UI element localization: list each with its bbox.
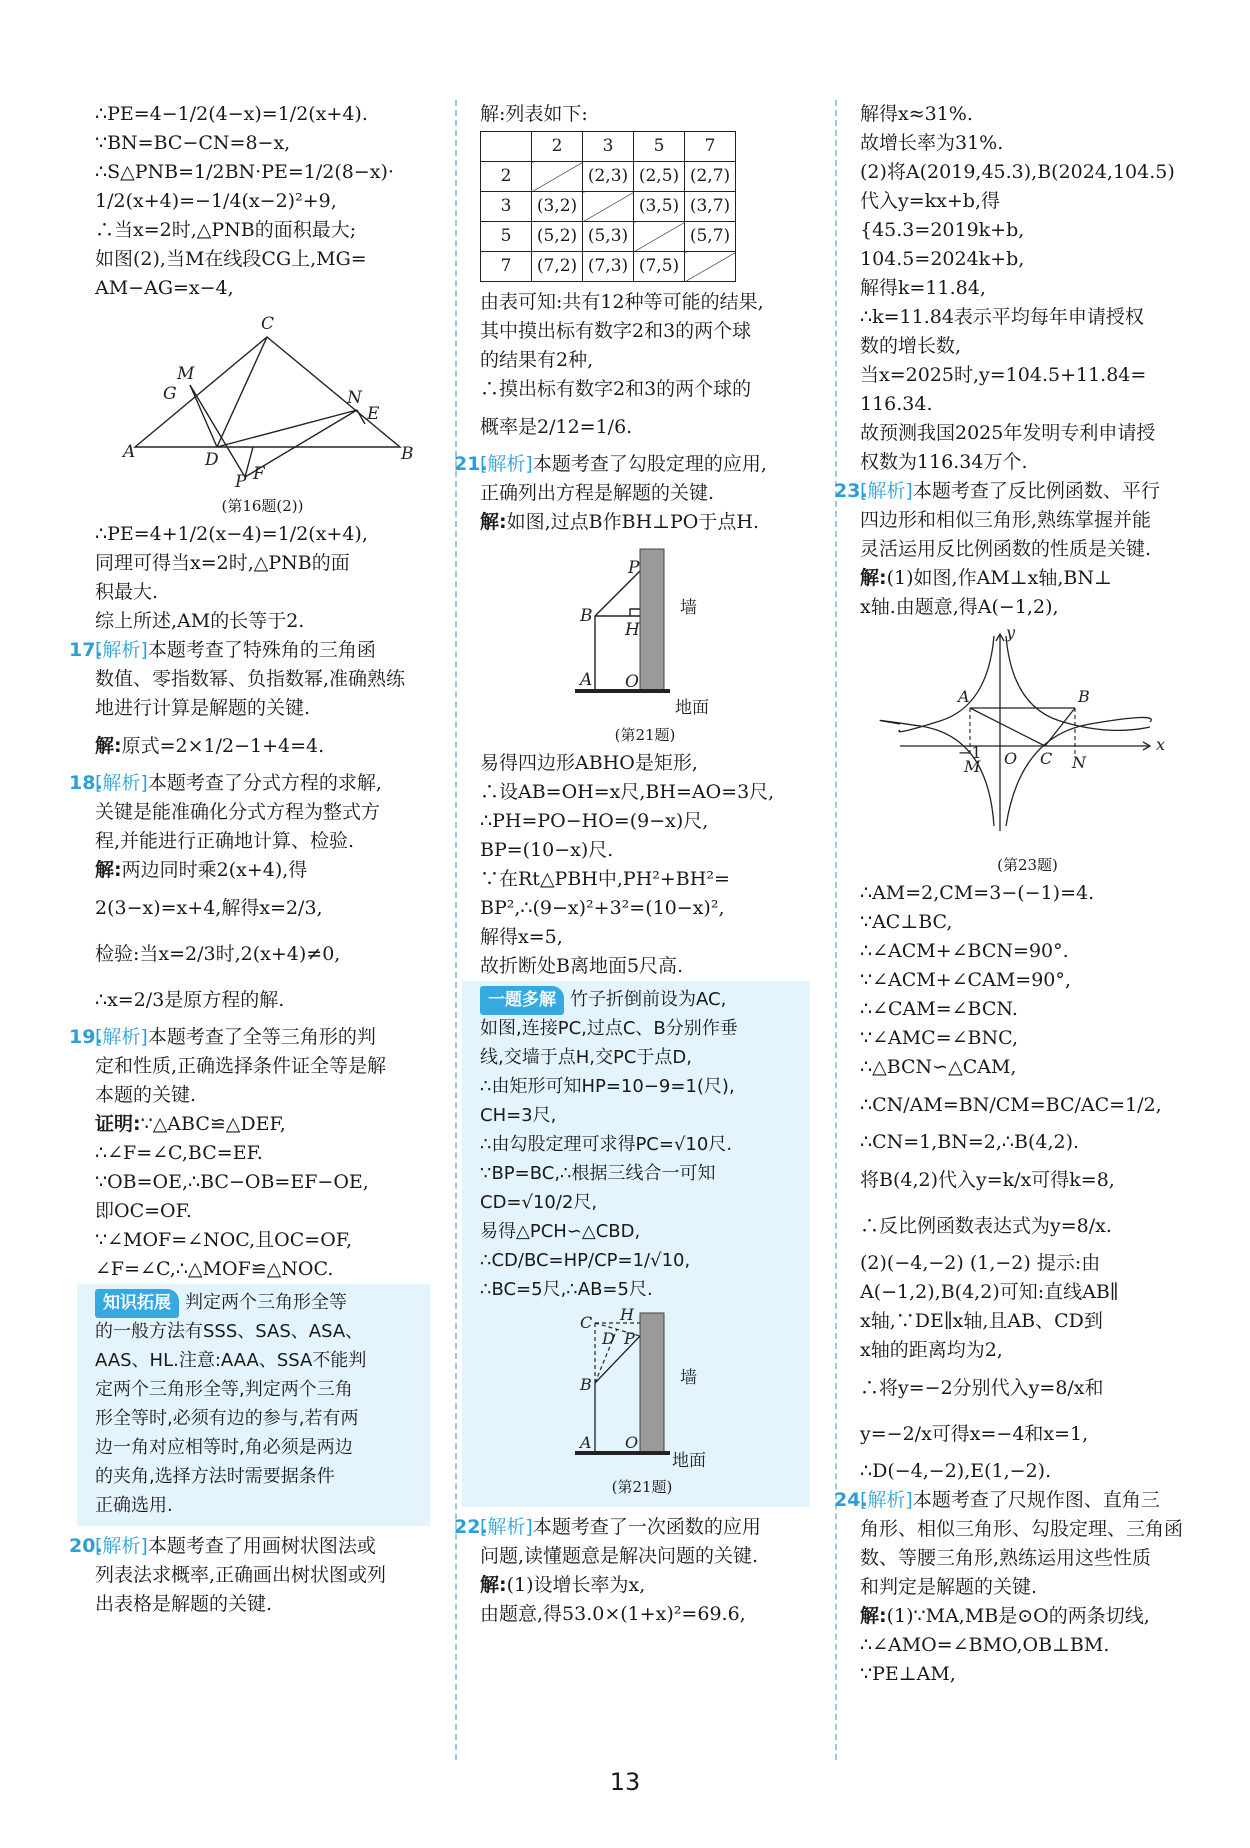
- text-span: 本题考查了勾股定理的应用,: [532, 453, 767, 475]
- question-number: 22.: [454, 1516, 488, 1538]
- text-line: ∵AC⊥BC,: [860, 911, 953, 933]
- question-number: 21.: [454, 453, 488, 475]
- text-line: 概率是2/12=1/6.: [480, 416, 633, 438]
- text-line: [480, 985, 804, 1014]
- text-line: 综上所述,AM的长等于2.: [95, 610, 305, 632]
- table-cell: (2,5): [634, 162, 685, 192]
- label-P: P: [628, 558, 640, 578]
- question-17-intro: [69, 636, 430, 665]
- text-line: ∴S△PNB=1/2BN·PE=1/2(8−x)·: [95, 161, 394, 183]
- text-line: 故增长率为31%.: [860, 132, 1004, 154]
- table-cell-diagonal: [634, 222, 685, 252]
- extension-badge: 一题多解: [480, 986, 564, 1015]
- text-span: (1)设增长率为x,: [506, 1574, 646, 1596]
- question-23-intro: [834, 477, 1195, 506]
- page-number: 13: [609, 1768, 641, 1796]
- bamboo-diagram-q21: [480, 541, 810, 716]
- label-D: D: [205, 450, 219, 470]
- geometry-diagram-q16: [95, 307, 430, 492]
- question-24-intro: [834, 1486, 1195, 1515]
- text-line: 由题意,得53.0×(1+x)²=69.6,: [480, 1603, 746, 1625]
- text-line: ∴x=2/3是原方程的解.: [95, 989, 285, 1011]
- text-line: ∠F=∠C,∴△MOF≌△NOC.: [95, 1258, 334, 1280]
- label-ground: 地面: [672, 1451, 706, 1471]
- table-cell: 7: [481, 252, 532, 282]
- text-line: 列表法求概率,正确画出树状图或列: [95, 1564, 387, 1586]
- text-line: 解得x≈31%.: [860, 103, 973, 125]
- analysis-tag: [解析]: [480, 1516, 533, 1538]
- table-cell: (5,3): [583, 222, 634, 252]
- text-line: BP²,∴(9−x)²+3²=(10−x)²,: [480, 897, 725, 919]
- label-B: B: [580, 1375, 592, 1394]
- label-x: x: [1156, 735, 1166, 754]
- text-line: 出表格是解题的关键.: [95, 1593, 273, 1615]
- label-A: A: [123, 442, 136, 462]
- text-line: 2(3−x)=x+4,解得x=2/3,: [95, 897, 323, 919]
- label-B: B: [401, 444, 414, 464]
- text-line: 线,交墙于点H,交PC于点D,: [480, 1047, 692, 1068]
- figure-q23: [860, 623, 1195, 875]
- text-span: (1)∵MA,MB是⊙O的两条切线,: [886, 1605, 1150, 1627]
- analysis-tag: [解析]: [860, 480, 913, 502]
- text-line: 定和性质,正确选择条件证全等是解: [95, 1055, 387, 1077]
- solution-line: [95, 1110, 430, 1139]
- solution-line: [95, 856, 430, 885]
- solution-label: 证明:: [95, 1113, 141, 1135]
- table-cell: (7,3): [583, 252, 634, 282]
- text-line: 即OC=OF.: [95, 1200, 192, 1222]
- column-3: [834, 100, 1195, 1689]
- label-G: G: [163, 384, 177, 404]
- label-O: O: [1004, 749, 1018, 768]
- label-B: B: [580, 606, 593, 626]
- question-number: 23.: [834, 480, 868, 502]
- text-line: ∴D(−4,−2),E(1,−2).: [860, 1460, 1052, 1482]
- text-line: 的结果有2种,: [480, 349, 594, 371]
- question-18-intro: [69, 769, 430, 798]
- solution-label: 解:: [480, 1574, 507, 1596]
- text-line: 的一般方法有SSS、SAS、ASA、: [95, 1321, 364, 1342]
- table-cell: (3,7): [685, 192, 736, 222]
- figure-q21-alt: [480, 1305, 804, 1497]
- text-span: 本题考查了尺规作图、直角三: [912, 1489, 1160, 1511]
- text-line: 数、等腰三角形,熟练运用这些性质: [860, 1547, 1152, 1569]
- text-line: ∴PH=PO−HO=(9−x)尺,: [480, 810, 709, 832]
- text-line: 易得四边形ABHO是矩形,: [480, 752, 698, 774]
- figure-caption: (第23题): [997, 856, 1058, 874]
- table-cell: (5,7): [685, 222, 736, 252]
- text-line: 程,并能进行正确地计算、检验.: [95, 830, 355, 852]
- figure-q16: [95, 307, 430, 516]
- label-y: y: [1006, 623, 1016, 642]
- text-line: 故预测我国2025年发明专利申请授: [860, 422, 1156, 444]
- table-cell-diagonal: [685, 252, 736, 282]
- table-cell: 7: [685, 132, 736, 162]
- text-span: 本题考查了一次函数的应用: [532, 1516, 761, 1538]
- text-line: 解:列表如下:: [480, 103, 588, 125]
- text-line: 解得x=5,: [480, 926, 563, 948]
- text-line: ∴设AB=OH=x尺,BH=AO=3尺,: [480, 781, 775, 803]
- table-cell: 2: [481, 162, 532, 192]
- text-line: 104.5=2024k+b,: [860, 248, 1025, 270]
- label-N: N: [347, 388, 362, 408]
- text-line: 形全等时,必须有边的参与,若有两: [95, 1408, 359, 1429]
- table-cell: (3,2): [532, 192, 583, 222]
- question-20-intro: [69, 1532, 430, 1561]
- text-line: 地进行计算是解题的关键.: [95, 697, 311, 719]
- table-cell: 5: [481, 222, 532, 252]
- text-line: x轴,∵DE∥x轴,且AB、CD到: [860, 1310, 1103, 1332]
- text-line: ∴反比例函数表达式为y=8/x.: [860, 1215, 1112, 1237]
- text-line: ∵∠MOF=∠NOC,且OC=OF,: [95, 1229, 353, 1251]
- column-1: [69, 100, 430, 1619]
- text-line: AM−AG=x−4,: [95, 277, 234, 299]
- table-row: [481, 162, 736, 192]
- question-number: 19.: [69, 1026, 103, 1048]
- text-line: ∴由矩形可知HP=10−9=1(尺),: [480, 1076, 735, 1097]
- label-N: N: [1072, 753, 1086, 772]
- text-span: ∵△ABC≌△DEF,: [140, 1113, 286, 1135]
- text-span: 本题考查了反比例函数、平行: [912, 480, 1160, 502]
- text-line: ∴△BCN∽△CAM,: [860, 1056, 1017, 1078]
- text-line: 数的增长数,: [860, 335, 962, 357]
- text-line: ∴CD/BC=HP/CP=1/√10,: [480, 1250, 691, 1271]
- solution-line: [860, 1602, 1195, 1631]
- text-line: 故折断处B离地面5尺高.: [480, 955, 684, 977]
- text-line: ∵BP=BC,∴根据三线合一可知: [480, 1163, 716, 1184]
- text-line: ∴∠F=∠C,BC=EF.: [95, 1142, 263, 1164]
- text-line: ∵OB=OE,∴BC−OB=EF−OE,: [95, 1171, 369, 1193]
- text-line: ∴将y=−2分别代入y=8/x和: [860, 1377, 1104, 1399]
- label-M: M: [177, 364, 195, 384]
- label-H: H: [620, 1305, 634, 1324]
- label-wall: 墙: [680, 598, 697, 618]
- label-P: P: [235, 472, 247, 492]
- text-line: 当x=2025时,y=104.5+11.84=: [860, 364, 1147, 386]
- table-row: [481, 192, 736, 222]
- text-line: ∴摸出标有数字2和3的两个球的: [480, 378, 752, 400]
- label-C: C: [261, 314, 275, 334]
- table-cell: 2: [532, 132, 583, 162]
- text-line: (2)(−4,−2) (1,−2) 提示:由: [860, 1252, 1101, 1274]
- question-21-intro: [454, 450, 810, 479]
- text-line: 检验:当x=2/3时,2(x+4)≠0,: [95, 943, 341, 965]
- question-number: 17.: [69, 639, 103, 661]
- table-cell-diagonal: [532, 162, 583, 192]
- text-line: A(−1,2),B(4,2)可知:直线AB∥: [860, 1281, 1119, 1303]
- question-22-intro: [454, 1513, 810, 1542]
- solution-line: [480, 1571, 810, 1600]
- text-line: 代入y=kx+b,得: [860, 190, 1001, 212]
- table-cell: 3: [583, 132, 634, 162]
- text-line: ∵∠ACM+∠CAM=90°,: [860, 969, 1071, 991]
- text-line: 的夹角,选择方法时需要据条件: [95, 1466, 335, 1487]
- label-F: F: [253, 464, 265, 484]
- text-line: ∴∠ACM+∠BCN=90°.: [860, 940, 1069, 962]
- label-wall: 墙: [680, 1368, 697, 1388]
- label-minus-one: −1: [958, 743, 982, 762]
- figure-caption: (第21题): [611, 1478, 673, 1496]
- table-cell: (2,3): [583, 162, 634, 192]
- text-line: 同理可得当x=2时,△PNB的面: [95, 552, 350, 574]
- analysis-tag: [解析]: [480, 453, 533, 475]
- text-line: ∵在Rt△PBH中,PH²+BH²=: [480, 868, 730, 890]
- analysis-tag: [解析]: [95, 1535, 148, 1557]
- question-number: 20.: [69, 1535, 103, 1557]
- table-cell: (3,5): [634, 192, 685, 222]
- text-line: (2)将A(2019,45.3),B(2024,104.5): [860, 161, 1175, 183]
- text-span: 两边同时乘2(x+4),得: [121, 859, 308, 881]
- solution-line: [95, 723, 430, 769]
- label-ground: 地面: [675, 698, 709, 718]
- multiple-solution-box: [462, 981, 810, 1507]
- text-line: 正确选用.: [95, 1495, 173, 1516]
- extension-badge: 知识拓展: [95, 1289, 179, 1318]
- text-span: 原式=2×1/2−1+4=4.: [121, 735, 325, 757]
- text-line: 1/2(x+4)=−1/4(x−2)²+9,: [95, 190, 337, 212]
- figure-caption: (第21题): [614, 726, 676, 744]
- solution-label: 解:: [480, 511, 507, 533]
- text-line: ∴CN/AM=BN/CM=BC/AC=1/2,: [860, 1094, 1162, 1116]
- solution-label: 解:: [95, 735, 122, 757]
- text-line: [95, 1288, 424, 1317]
- label-C: C: [580, 1313, 593, 1332]
- text-line: 本题的关键.: [95, 1084, 197, 1106]
- label-H: H: [625, 620, 640, 640]
- text-line: ∴由勾股定理可求得PC=√10尺.: [480, 1134, 733, 1155]
- text-line: BP=(10−x)尺.: [480, 839, 614, 861]
- figure-caption: (第16题(2)): [221, 497, 304, 515]
- text-line: ∴CN=1,BN=2,∴B(4,2).: [860, 1131, 1080, 1153]
- bamboo-diagram-alt: [480, 1305, 790, 1471]
- solution-label: 解:: [860, 1605, 887, 1627]
- text-span: 本题考查了用画树状图法或: [147, 1535, 376, 1557]
- text-line: 和判定是解题的关键.: [860, 1576, 1038, 1598]
- text-line: {45.3=2019k+b,: [860, 219, 1025, 241]
- text-span: 竹子折倒前设为AC,: [570, 989, 727, 1010]
- text-line: 积最大.: [95, 581, 159, 603]
- label-B: B: [1078, 687, 1090, 706]
- solution-label: 解:: [860, 567, 887, 589]
- probability-table: [480, 131, 736, 282]
- analysis-tag: [解析]: [860, 1489, 913, 1511]
- text-line: 116.34.: [860, 393, 933, 415]
- text-line: 易得△PCH∽△CBD,: [480, 1221, 641, 1242]
- label-A: A: [958, 687, 970, 706]
- text-line: ∴AM=2,CM=3−(−1)=4.: [860, 882, 1095, 904]
- text-line: 其中摸出标有数字2和3的两个球: [480, 320, 752, 342]
- text-line: 四边形和相似三角形,熟练掌握并能: [860, 509, 1152, 531]
- text-line: 灵活运用反比例函数的性质是关键.: [860, 538, 1152, 560]
- label-O: O: [625, 672, 639, 692]
- text-span: 本题考查了全等三角形的判: [147, 1026, 376, 1048]
- analysis-tag: [解析]: [95, 1026, 148, 1048]
- table-cell: (7,2): [532, 252, 583, 282]
- text-line: ∴∠AMO=∠BMO,OB⊥BM.: [860, 1634, 1110, 1656]
- solution-line: [860, 564, 1195, 593]
- label-A: A: [580, 670, 593, 690]
- text-line: ∵BN=BC−CN=8−x,: [95, 132, 291, 154]
- text-line: 正确列出方程是解题的关键.: [480, 482, 715, 504]
- text-span: 本题考查了分式方程的求解,: [147, 772, 382, 794]
- label-O: O: [625, 1433, 639, 1452]
- text-line: 定两个三角形全等,判定两个三角: [95, 1379, 353, 1400]
- table-cell: (5,2): [532, 222, 583, 252]
- label-A: A: [580, 1433, 592, 1452]
- text-line: ∴BC=5尺,∴AB=5尺.: [480, 1279, 653, 1300]
- text-line: 问题,读懂题意是解决问题的关键.: [480, 1545, 759, 1567]
- analysis-tag: [解析]: [95, 639, 148, 661]
- knowledge-extension-box: [77, 1284, 430, 1526]
- table-row: [481, 252, 736, 282]
- text-line: ∴PE=4−1/2(4−x)=1/2(x+4).: [95, 103, 368, 125]
- question-number: 18.: [69, 772, 103, 794]
- table-cell-diagonal: [583, 192, 634, 222]
- text-line: ∴k=11.84表示平均每年申请授权: [860, 306, 1144, 328]
- table-cell: 5: [634, 132, 685, 162]
- text-span: 如图,过点B作BH⊥PO于点H.: [506, 511, 759, 533]
- solution-line: [480, 508, 810, 537]
- text-line: 权数为116.34万个.: [860, 451, 1028, 473]
- column-2: [454, 100, 810, 1629]
- text-line: 角形、相似三角形、勾股定理、三角函: [860, 1518, 1184, 1540]
- text-line: x轴的距离均为2,: [860, 1339, 1003, 1361]
- text-line: 由表可知:共有12种等可能的结果,: [480, 291, 764, 313]
- question-19-intro: [69, 1023, 430, 1052]
- label-E: E: [367, 404, 380, 424]
- text-line: CH=3尺,: [480, 1105, 557, 1126]
- text-line: ∵∠AMC=∠BNC,: [860, 1027, 1019, 1049]
- table-cell: [481, 132, 532, 162]
- text-line: 关键是能准确化分式方程为整式方: [95, 801, 381, 823]
- text-line: CD=√10/2尺,: [480, 1192, 598, 1213]
- text-line: 如图,连接PC,过点C、B分别作垂: [480, 1018, 738, 1039]
- question-number: 24.: [834, 1489, 868, 1511]
- text-line: 边一角对应相等时,角必须是两边: [95, 1437, 353, 1458]
- solution-label: 解:: [95, 859, 122, 881]
- text-line: x轴.由题意,得A(−1,2),: [860, 596, 1059, 618]
- label-D: D: [602, 1329, 615, 1348]
- text-line: y=−2/x可得x=−4和x=1,: [860, 1423, 1089, 1445]
- text-line: AAS、HL.注意:AAA、SSA不能判: [95, 1350, 367, 1371]
- text-line: 如图(2),当M在线段CG上,MG=: [95, 248, 367, 270]
- text-span: 本题考查了特殊角的三角函: [147, 639, 376, 661]
- label-M: M: [964, 757, 981, 776]
- analysis-tag: [解析]: [95, 772, 148, 794]
- text-span: 判定两个三角形全等: [185, 1292, 347, 1313]
- label-P: P: [624, 1329, 635, 1348]
- column-divider-1: [455, 100, 457, 1760]
- table-row: [481, 132, 736, 162]
- inverse-function-graph-q23: [860, 623, 1195, 846]
- table-cell: (2,7): [685, 162, 736, 192]
- text-line: ∴当x=2时,△PNB的面积最大;: [95, 219, 357, 241]
- table-cell: (7,5): [634, 252, 685, 282]
- text-line: 将B(4,2)代入y=k/x可得k=8,: [860, 1169, 1115, 1191]
- figure-q21: [480, 541, 810, 745]
- table-row: [481, 222, 736, 252]
- text-line: 解得k=11.84,: [860, 277, 986, 299]
- label-C: C: [1040, 749, 1053, 768]
- text-line: 数值、零指数幂、负指数幂,准确熟练: [95, 668, 406, 690]
- text-span: (1)如图,作AM⊥x轴,BN⊥: [886, 567, 1112, 589]
- text-line: ∴∠CAM=∠BCN.: [860, 998, 1018, 1020]
- text-line: ∵PE⊥AM,: [860, 1663, 956, 1685]
- table-cell: 3: [481, 192, 532, 222]
- text-line: ∴PE=4+1/2(x−4)=1/2(x+4),: [95, 523, 368, 545]
